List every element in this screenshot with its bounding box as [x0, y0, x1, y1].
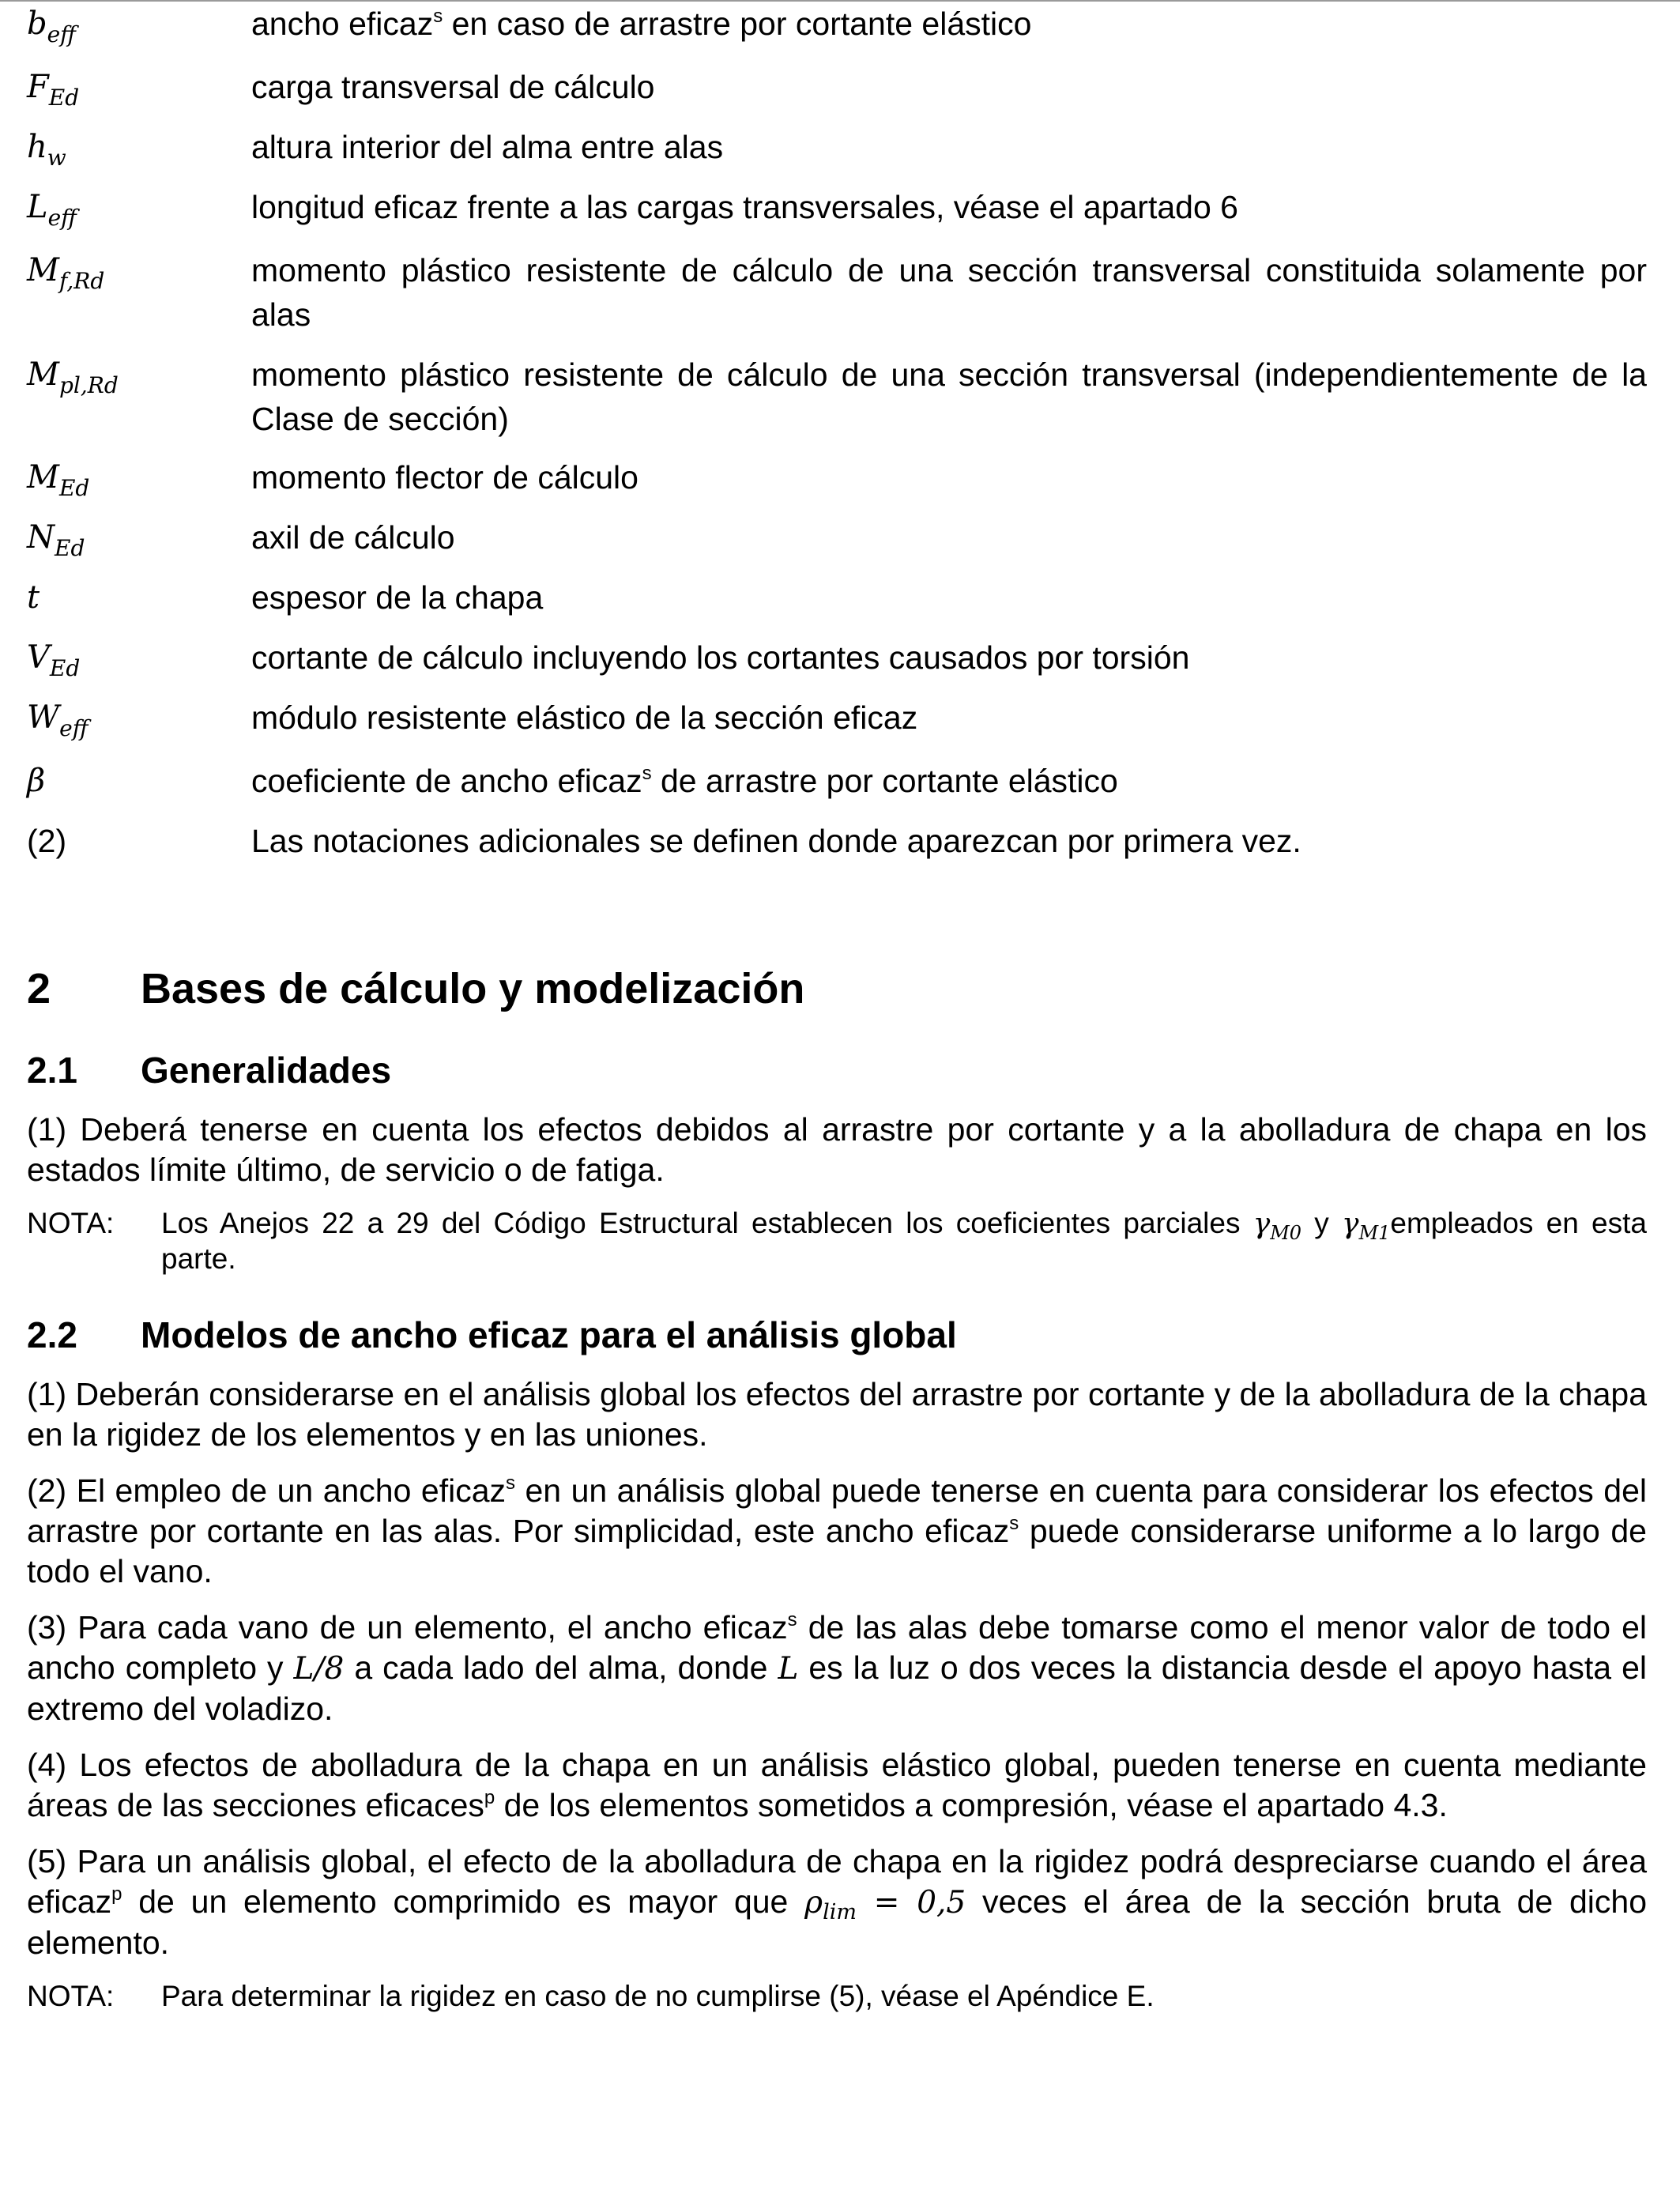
symbol: $M_{f,Rd}$: [27, 252, 105, 294]
paragraph-2-2-2: (2) El empleo de un ancho eficaz$^s$ en un análisis global puede tenerse en cuenta para considerar los efectos del arrastre por cortante en las alas. Por simplicidad, este ancho eficaz$^s$ puede considerarse uniforme a lo largo de todo el vano.: [27, 1472, 1647, 1589]
notation-description: cortante de cálculo incluyendo los cortantes causados por torsión: [251, 639, 1190, 676]
notation-row-fed: [27, 65, 1647, 125]
section-2-2-heading: [27, 1311, 1647, 1359]
notation-description: altura interior del alma entre alas: [251, 129, 724, 165]
notation-row-leff: [27, 185, 1647, 248]
notation-description: momento plástico resistente de cálculo de una sección transversal (independientemente de la Clase de sección): [251, 356, 1647, 437]
paragraph-2-2-1: (1) Deberán considerarse en el análisis global los efectos del arrastre por cortante y de la abolladura de la chapa en la rigidez de los elementos y en las uniones.: [27, 1376, 1647, 1453]
notation-description: longitud eficaz frente a las cargas transversales, véase el apartado 6: [251, 189, 1238, 225]
section-number: 2.1: [27, 1050, 77, 1091]
section-title: Modelos de ancho eficaz para el análisis global: [141, 1314, 957, 1355]
notation-row-beta: [27, 759, 1647, 819]
symbol: $V_{Ed}$: [27, 639, 81, 681]
paragraph-2-1-1: (1) Deberá tenerse en cuenta los efectos debidos al arrastre por cortante y a la abolladura de chapa en los estados límite último, de servicio o de fatiga.: [27, 1111, 1647, 1188]
notation-description: Las notaciones adicionales se definen donde aparezcan por primera vez.: [251, 823, 1301, 859]
symbol: $M_{Ed}$: [27, 459, 90, 501]
notation-list: [27, 0, 1647, 879]
symbol: $b_{eff}$: [27, 6, 77, 47]
notation-row-ned: [27, 515, 1647, 575]
symbol: t: [27, 579, 40, 616]
section-title: Bases de cálculo y modelización: [141, 965, 805, 1012]
notation-description: momento flector de cálculo: [251, 459, 638, 496]
notation-description: módulo resistente elástico de la sección eficaz: [251, 699, 918, 736]
symbol: $h_w$: [27, 129, 66, 171]
symbol: $W_{eff}$: [27, 699, 89, 741]
section-2-1-heading: [27, 1046, 1647, 1094]
notation-description: momento plástico resistente de cálculo de una sección transversal constituida solamente por alas: [251, 252, 1647, 333]
note-text: Para determinar la rigidez en caso de no cumplirse (5), véase el Apéndice E.: [161, 1980, 1155, 2012]
note-text: Los Anejos 22 a 29 del Código Estructural establecen los coeficientes parciales $\gamma_{M0}$ y $\gamma_{M1}empleados$ en esta parte.: [161, 1207, 1647, 1275]
section-number: 2.2: [27, 1314, 77, 1355]
paragraph-2-2-3: (3) Para cada vano de un elemento, el ancho eficaz$^s$ de las alas debe tomarse como el menor valor de todo el ancho completo y L/8 a cada lado del alma, donde L es la luz o dos veces la distancia desde el apoyo hasta el extremo del voladizo.: [27, 1609, 1647, 1727]
notation-description: espesor de la chapa: [251, 579, 544, 616]
notation-row-weff: [27, 696, 1647, 759]
symbol: β: [27, 763, 46, 799]
note-2-1: [27, 1206, 1647, 1276]
notation-row-ved: [27, 635, 1647, 696]
paragraph-2-2-4: (4) Los efectos de abolladura de la chapa en un análisis elástico global, pueden tenerse en cuenta mediante áreas de las secciones eficaces$^p$ de los elementos sometidos a compresión, véase el apartado 4.3.: [27, 1747, 1647, 1823]
note-2-2: [27, 1979, 1647, 2014]
symbol: $L_{eff}$: [27, 189, 77, 231]
notation-row-med: [27, 455, 1647, 515]
notation-row-2: [27, 819, 1647, 879]
section-number: 2: [27, 965, 51, 1012]
notation-description: carga transversal de cálculo: [251, 69, 655, 105]
notation-row-beff: [27, 2, 1647, 65]
note-label: NOTA:: [27, 1980, 115, 2012]
document-page: [27, 0, 1647, 2014]
section-2-heading: [27, 961, 1647, 1016]
clause-number: (2): [27, 823, 67, 859]
symbol: $F_{Ed}$: [27, 69, 80, 111]
paragraph-2-2-5: (5) Para un análisis global, el efecto de la abolladura de chapa en la rigidez podrá despreciarse cuando el área eficaz$^p$ de un elemento comprimido es mayor que $\rho_{lim} = 0,5$ veces el área de la sección bruta de dicho elemento.: [27, 1843, 1648, 1961]
symbol: $M_{pl,Rd}$: [27, 356, 119, 398]
symbol: $N_{Ed}$: [27, 519, 85, 561]
notation-row-mplrd: [27, 352, 1647, 455]
note-label: NOTA:: [27, 1207, 115, 1239]
section-title: Generalidades: [141, 1050, 392, 1091]
notation-description: axil de cálculo: [251, 519, 455, 556]
notation-row-mfrd: [27, 248, 1647, 352]
notation-description: coeficiente de ancho eficaz$^s$ de arrastre por cortante elástico: [251, 763, 1118, 799]
notation-description: ancho eficaz$^s$ en caso de arrastre por cortante elástico: [251, 6, 1032, 42]
notation-row-hw: [27, 125, 1647, 185]
notation-row-t: [27, 575, 1647, 635]
